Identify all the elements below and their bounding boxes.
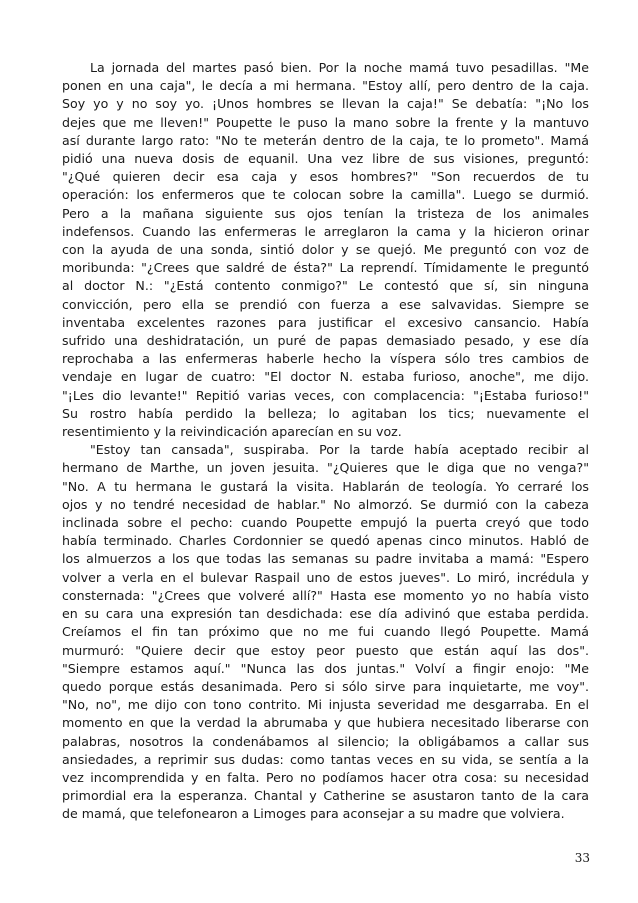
text-line: en su cara una expresión tan desdichada: ese día adivinó que estaba perdida. <box>62 606 589 622</box>
text-line: ojos y no tendré necesidad de hablar." No almorzó. Se durmió con la cabeza <box>62 496 589 512</box>
text-line: "Siempre estamos aquí." "Nunca las dos juntas." Volví a fingir enojo: "Me <box>62 660 589 676</box>
text-line: ansiedades, a reprimir sus dudas: como tantas veces en su vida, se sentía a la <box>62 751 589 767</box>
text-line: murmuró: "Quiere decir que estoy peor puesto que están aquí las dos". <box>62 642 589 658</box>
text-line: Soy yo y no soy yo. ¡Unos hombres se llevan la caja!" Se debatía: "¡No los <box>62 96 589 112</box>
text-line: quedo porque estás desanimada. Pero si sólo sirve para inquietarte, me voy". <box>62 678 589 694</box>
text-line: "¡Les dio levante!" Repitió varias veces, con complacencia: "¡Estaba furioso!" <box>62 387 589 403</box>
text-line: convicción, pero ella se prendió con fuerza a ese salvavidas. Siempre se <box>62 296 589 312</box>
paragraph-1 <box>62 59 589 441</box>
text-line: Pero a la mañana siguiente sus ojos tenían la tristeza de los animales <box>62 205 589 221</box>
text-line: indefensos. Cuando las enfermeras le arreglaron la cama y la hicieron orinar <box>62 223 589 239</box>
text-line: hermano de Marthe, un joven jesuita. "¿Quieres que le diga que no venga?" <box>62 460 589 476</box>
text-line: operación: los enfermeros que te colocan sobre la camilla". Luego se durmió. <box>62 187 589 203</box>
text-line: ponen en una caja", le decía a mi hermana. "Estoy allí, pero dentro de la caja. <box>62 78 589 94</box>
text-line: "Estoy tan cansada", suspiraba. Por la tarde había aceptado recibir al <box>90 442 589 458</box>
text-line: vendaje en lugar de cuatro: "El doctor N. estaba furioso, anoche", me dijo. <box>62 369 589 385</box>
text-line: vez incomprendida y en falta. Pero no podíamos hacer otra cosa: su necesidad <box>62 769 589 785</box>
text-line: dejes que me lleven!" Poupette le puso la mano sobre la frente y la mantuvo <box>62 114 589 130</box>
text-line: "¿Qué quieren decir esa caja y esos hombres?" "Son recuerdos de tu <box>62 169 589 185</box>
text-line: pidió una nueva dosis de equanil. Una vez libre de sus visiones, preguntó: <box>62 151 589 167</box>
text-line: así durante largo rato: "No te meterán dentro de la caja, te lo prometo". Mamá <box>62 132 589 148</box>
page-number: 33 <box>574 851 590 865</box>
text-line: palabras, nosotros la condenábamos al silencio; la obligábamos a callar sus <box>62 733 589 749</box>
text-line: había terminado. Charles Cordonnier se quedó apenas cinco minutos. Habló de <box>62 533 589 549</box>
text-line: inclinada sobre el pecho: cuando Poupette empujó la puerta creyó que todo <box>62 515 589 531</box>
text-line: volver a verla en el bulevar Raspail uno de estos jueves". Lo miró, incrédula y <box>62 569 589 585</box>
text-line: con la ayuda de una sonda, sintió dolor y se quejó. Me preguntó con voz de <box>62 242 589 258</box>
text-line: Creíamos el fin tan próximo que no me fui cuando llegó Poupette. Mamá <box>62 624 589 640</box>
text-line: primordial era la esperanza. Chantal y Catherine se asustaron tanto de la cara <box>62 788 589 804</box>
text-line: Su rostro había perdido la belleza; lo agitaban los tics; nuevamente el <box>62 405 589 421</box>
text-line: momento en que la verdad la abrumaba y que hubiera necesitado liberarse con <box>62 715 589 731</box>
text-line: moribunda: "¿Crees que saldré de ésta?" La reprendí. Tímidamente le preguntó <box>62 260 589 276</box>
text-line: "No. A tu hermana le gustará la visita. Hablarán de teología. Yo cerraré los <box>62 478 589 494</box>
text-line: consternada: "¿Crees que volveré allí?" Hasta ese momento yo no había visto <box>62 587 589 603</box>
text-line: "No, no", me dijo con tono contrito. Mi injusta severidad me desgarraba. En el <box>62 697 589 713</box>
text-line: La jornada del martes pasó bien. Por la noche mamá tuvo pesadillas. "Me <box>90 60 589 75</box>
text-line: al doctor N.: "¿Está contento conmigo?" Le contestó que sí, sin ninguna <box>62 278 589 294</box>
text-line: los almuerzos a los que todas las semanas su padre invitaba a mamá: "Espero <box>62 551 589 567</box>
paragraph-2 <box>62 441 589 823</box>
text-line: resentimiento y la reivindicación aparecían en su voz. <box>62 424 402 440</box>
body-text <box>62 59 589 824</box>
text-line: reprochaba a las enfermeras haberle hecho la víspera sólo tres cambios de <box>62 351 589 367</box>
text-line: de mamá, que telefonearon a Limoges para aconsejar a su madre que volviera. <box>62 806 565 822</box>
text-line: sufrido una deshidratación, un puré de papas demasiado pesado, y ese día <box>62 333 589 349</box>
text-line: inventaba excelentes razones para justificar el excesivo cansancio. Había <box>62 314 589 330</box>
